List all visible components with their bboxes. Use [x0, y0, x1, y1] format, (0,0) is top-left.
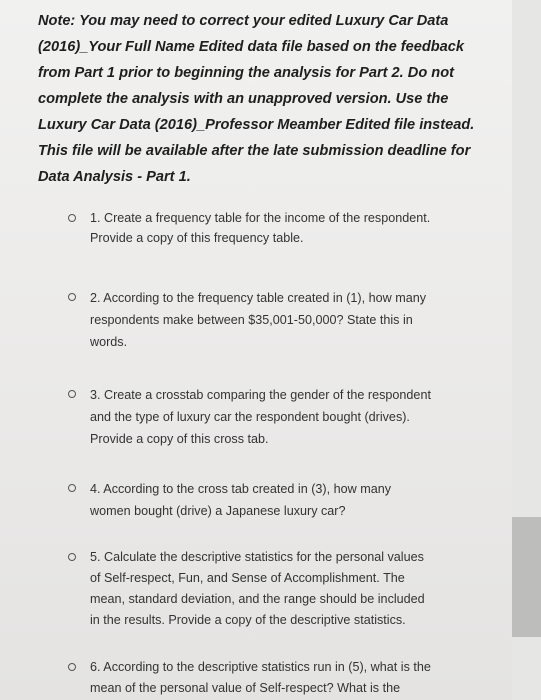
- question-line: Provide a copy of this frequency table.: [90, 231, 304, 245]
- question-line: women bought (drive) a Japanese luxury car?: [90, 504, 346, 518]
- question-line: of Self-respect, Fun, and Sense of Accomplishment. The: [90, 571, 405, 585]
- question-line: words.: [90, 335, 128, 349]
- bullet-icon: [68, 663, 76, 671]
- note-line: Note: You may need to correct your edited Luxury Car Data: [38, 13, 449, 29]
- bullet-icon: [68, 390, 76, 398]
- question-line: 1. Create a frequency table for the income of the respondent.: [90, 211, 431, 225]
- question-line: mean, standard deviation, and the range should be included: [90, 592, 425, 606]
- note-line: complete the analysis with an unapproved version. Use the: [38, 91, 449, 107]
- question-line: in the results. Provide a copy of the descriptive statistics.: [90, 613, 406, 627]
- question-line: 2. According to the frequency table created in (1), how many: [90, 291, 427, 305]
- note-paragraph: [38, 8, 508, 190]
- bullet-icon: [68, 214, 76, 222]
- question-line: 6. According to the descriptive statistics run in (5), what is the: [90, 660, 431, 674]
- question-line: and the type of luxury car the respondent bought (drives).: [90, 410, 410, 424]
- question-line: 4. According to the cross tab created in (3), how many: [90, 482, 392, 496]
- note-line: Data Analysis - Part 1.: [38, 169, 191, 185]
- note-line: This file will be available after the late submission deadline for: [38, 143, 471, 159]
- bullet-icon: [68, 293, 76, 301]
- note-line: (2016)_Your Full Name Edited data file based on the feedback: [38, 39, 465, 55]
- scrollbar-thumb[interactable]: [512, 517, 541, 637]
- bullet-icon: [68, 553, 76, 561]
- question-line: respondents make between $35,001-50,000? State this in: [90, 313, 413, 327]
- note-line: from Part 1 prior to beginning the analysis for Part 2. Do not: [38, 65, 454, 81]
- question-line: 5. Calculate the descriptive statistics for the personal values: [90, 550, 424, 564]
- bullet-icon: [68, 484, 76, 492]
- note-line: Luxury Car Data (2016)_Professor Meamber Edited file instead.: [38, 117, 475, 133]
- question-line: 3. Create a crosstab comparing the gender of the respondent: [90, 388, 431, 402]
- question-line: Provide a copy of this cross tab.: [90, 432, 269, 446]
- question-line: mean of the personal value of Self-respect? What is the: [90, 681, 401, 695]
